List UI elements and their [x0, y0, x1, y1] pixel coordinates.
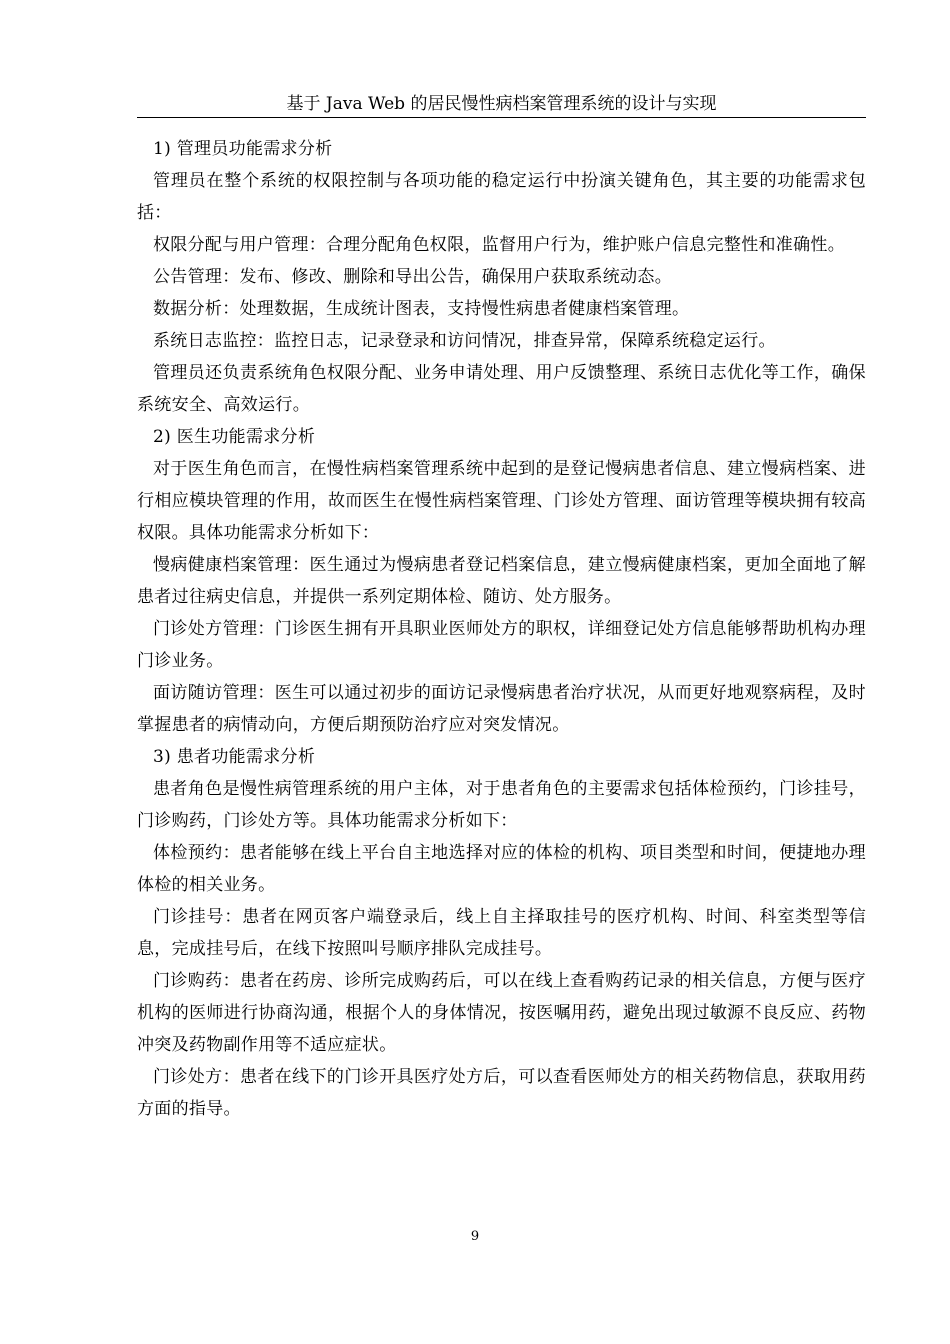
paragraph: 面访随访管理：医生可以通过初步的面访记录慢病患者治疗状况，从而更好地观察病程，及时掌握患者的病情动向，方便后期预防治疗应对突发情况。: [137, 683, 866, 735]
paragraph: 患者角色是慢性病管理系统的用户主体，对于患者角色的主要需求包括体检预约，门诊挂号，门诊购药，门诊处方等。具体功能需求分析如下：: [137, 779, 866, 831]
paragraph: 门诊购药：患者在药房、诊所完成购药后，可以在线上查看购药记录的相关信息，方便与医疗机构的医师进行协商沟通，根据个人的身体情况，按医嘱用药，避免出现过敏源不良反应、药物冲突及药物副作用等不适应症状。: [137, 971, 866, 1055]
section-heading-admin: 1) 管理员功能需求分析: [153, 139, 333, 159]
paragraph: 慢病健康档案管理：医生通过为慢病患者登记档案信息，建立慢病健康档案，更加全面地了解患者过往病史信息，并提供一系列定期体检、随访、处方服务。: [137, 555, 866, 607]
paragraph: 门诊处方：患者在线下的门诊开具医疗处方后，可以查看医师处方的相关药物信息，获取用药方面的指导。: [137, 1067, 866, 1119]
page-number: 9: [470, 1229, 480, 1244]
paragraph: 对于医生角色而言，在慢性病档案管理系统中起到的是登记慢病患者信息、建立慢病档案、进行相应模块管理的作用，故而医生在慢性病档案管理、门诊处方管理、面访管理等模块拥有较高权限。具体功能需求分析如下：: [137, 459, 866, 543]
paragraph: 公告管理：发布、修改、删除和导出公告，确保用户获取系统动态。: [153, 267, 672, 287]
paragraph: 权限分配与用户管理：合理分配角色权限，监督用户行为，维护账户信息完整性和准确性。: [153, 235, 845, 255]
section-heading-patient: 3) 患者功能需求分析: [153, 747, 316, 767]
paragraph: 门诊挂号：患者在网页客户端登录后，线上自主择取挂号的医疗机构、时间、科室类型等信息，完成挂号后，在线下按照叫号顺序排队完成挂号。: [137, 907, 866, 959]
section-heading-doctor: 2) 医生功能需求分析: [153, 427, 316, 447]
paragraph: 系统日志监控：监控日志，记录登录和访问情况，排查异常，保障系统稳定运行。: [153, 331, 776, 351]
paragraph: 管理员还负责系统角色权限分配、业务申请处理、用户反馈整理、系统日志优化等工作，确保系统安全、高效运行。: [137, 363, 866, 415]
running-header: 基于 Java Web 的居民慢性病档案管理系统的设计与实现: [286, 94, 717, 114]
paragraph: 管理员在整个系统的权限控制与各项功能的稳定运行中扮演关键角色，其主要的功能需求包括：: [137, 171, 866, 223]
body-text: [137, 133, 866, 1125]
paragraph: 体检预约：患者能够在线上平台自主地选择对应的体检的机构、项目类型和时间，便捷地办理体检的相关业务。: [137, 843, 866, 895]
paragraph: 门诊处方管理：门诊医生拥有开具职业医师处方的职权，详细登记处方信息能够帮助机构办理门诊业务。: [137, 619, 866, 671]
header-rule: [137, 117, 866, 118]
paragraph: 数据分析：处理数据，生成统计图表，支持慢性病患者健康档案管理。: [153, 299, 690, 319]
